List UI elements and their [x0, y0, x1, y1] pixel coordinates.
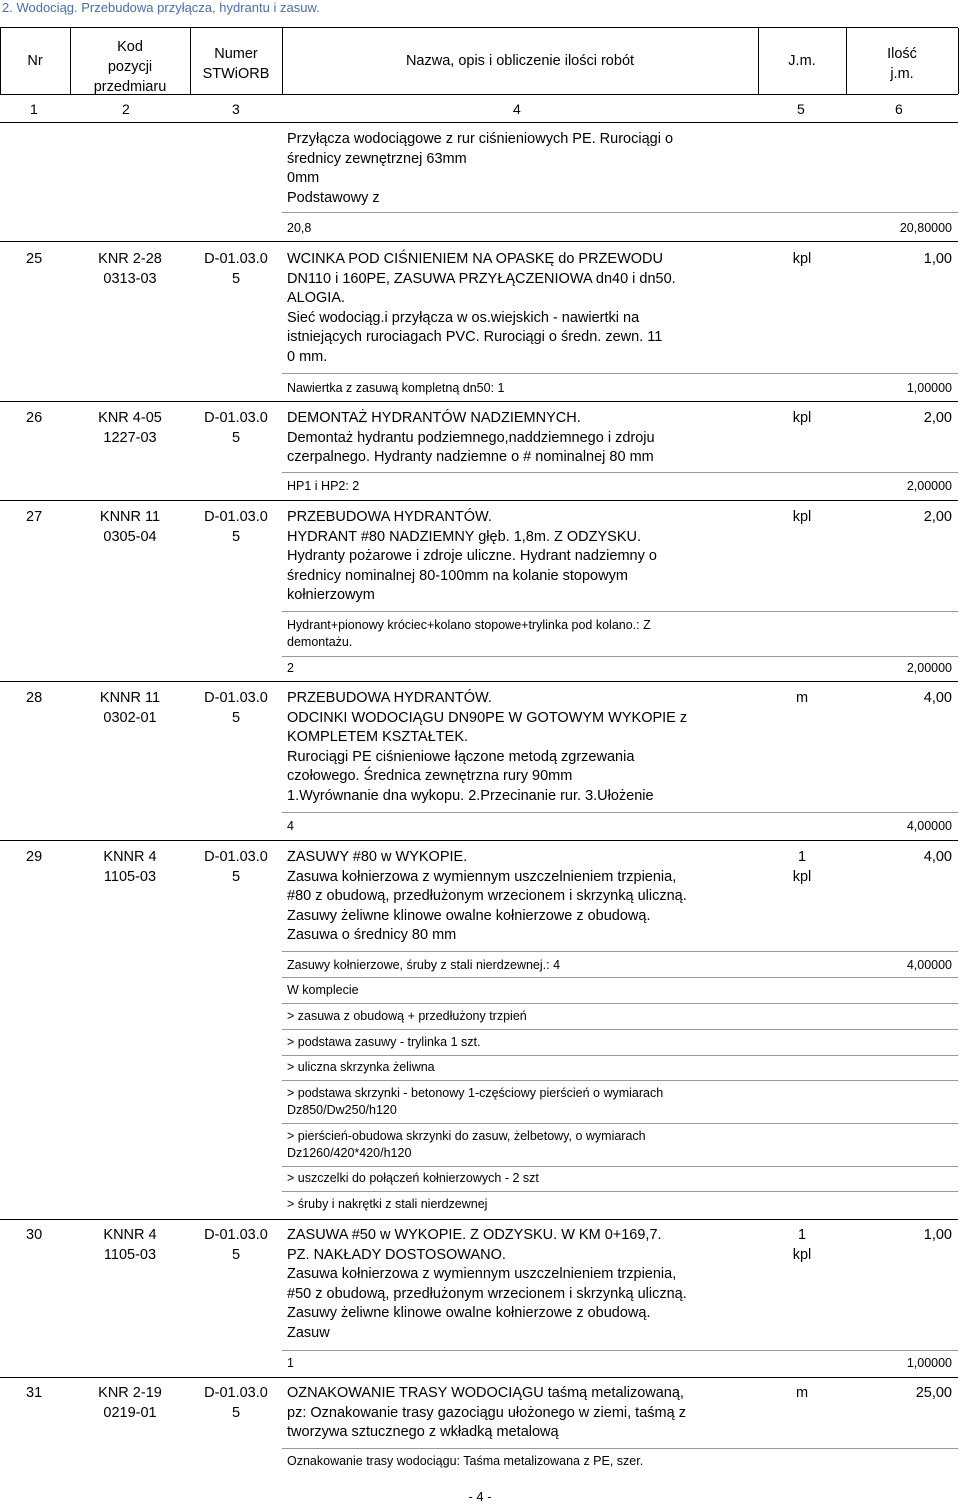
row-29-ilosc: 4,00 [923, 849, 952, 865]
row-26-kod: KNR 4-05 1227-03 [98, 410, 162, 446]
intro-calc-left: 20,8 [287, 221, 312, 235]
row-27-calc-2: 2 [287, 661, 294, 675]
colnum-1: 1 [30, 101, 38, 117]
colnum-5: 5 [797, 101, 805, 117]
row-25-calc-value: 1,00000 [906, 381, 952, 395]
row-27-numer: D-01.03.0 5 [204, 509, 268, 545]
row-30-nr: 30 [26, 1227, 43, 1243]
header-top-border [0, 27, 958, 28]
row-28-jm: m [795, 690, 809, 706]
row-31-jm: m [795, 1385, 809, 1401]
row-27-kod: KNNR 11 0305-04 [99, 509, 161, 545]
row-26-jm: kpl [792, 410, 812, 426]
page-title: 2. Wodociąg. Przebudowa przyłącza, hydrantu i zasuw. [2, 0, 320, 15]
intro-calc-right: 20,80000 [899, 221, 952, 235]
row-30-ilosc: 1,00 [923, 1227, 952, 1243]
row-27-calc-2-value: 2,00000 [906, 661, 952, 675]
row-25-ilosc: 1,00 [923, 251, 952, 267]
row-29-kod: KNNR 4 1105-03 [103, 849, 157, 885]
row-28-kod: KNNR 11 0302-01 [99, 690, 161, 726]
row-30-jm: 1 kpl [792, 1227, 812, 1263]
row-27-nr: 27 [26, 509, 43, 525]
row-29-jm: 1 kpl [792, 849, 812, 885]
colnum-bottom-border [0, 122, 958, 123]
row-27-calc: Hydrant+pionowy króciec+kolano stopowe+trylinka pod kolano.: Z demontażu. [287, 618, 651, 649]
row-29-calc-7: > pierścień-obudowa skrzynki do zasuw, żelbetowy, o wymiarach Dz1260/420*420/h120 [287, 1129, 646, 1160]
row-30-calc-value: 1,00000 [906, 1356, 952, 1370]
colnum-2: 2 [122, 101, 130, 117]
row-27-ilosc: 2,00 [923, 509, 952, 525]
header-ilosc: Ilość j.m. [887, 46, 917, 82]
row-31-kod: KNR 2-19 0219-01 [98, 1385, 162, 1421]
row-26-nr: 26 [26, 410, 43, 426]
row-27-jm: kpl [792, 509, 812, 525]
page-number: - 4 - [468, 1489, 492, 1504]
row-30-desc: ZASUWA #50 w WYKOPIE. Z ODZYSKU. W KM 0+169,7. PZ. NAKŁADY DOSTOSOWANO. Zasuwa kołnierzowa z wymiennym uszczelnieniem trzpienia, #50 z obudową, przedłużonym wrzecionem i skrzynką uliczną. Zasuwy żeliwne klinowe owalne kołnierzowe z obudową. Zasuw [287, 1227, 687, 1341]
row-29-calc-4: > podstawa zasuwy - trylinka 1 szt. [287, 1035, 481, 1049]
row-29-calc-6: > podstawa skrzynki - betonowy 1-częściowy pierścień o wymiarach Dz850/Dw250/h120 [287, 1086, 664, 1117]
row-29-calc-1-value: 4,00000 [906, 958, 952, 972]
row-25-kod: KNR 2-28 0313-03 [98, 251, 162, 287]
row-28-calc-value: 4,00000 [906, 819, 952, 833]
row-31-ilosc: 25,00 [915, 1385, 952, 1401]
row-25-desc: WCINKA POD CIŚNIENIEM NA OPASKĘ do PRZEWODU DN110 i 160PE, ZASUWA PRZYŁĄCZENIOWA dn40 i dn50. ALOGIA. Sieć wodociąg.i przyłącza w os.wiejskich - nawiertki na istniejących rurociagach PVC. Rurociągi o średn. zewn. 11 0 mm. [287, 251, 676, 365]
row-31-calc: Oznakowanie trasy wodociągu: Taśma metalizowana z PE, szer. [287, 1454, 644, 1468]
row-28-numer: D-01.03.0 5 [204, 690, 268, 726]
row-29-desc: ZASUWY #80 w WYKOPIE. Zasuwa kołnierzowa z wymiennym uszczelnieniem trzpienia, #80 z obudową, przedłużonym wrzecionem i skrzynką uliczną. Zasuwy żeliwne klinowe owalne kołnierzowe z obudową. Zasuwa o średnicy 80 mm [287, 849, 687, 943]
row-26-numer: D-01.03.0 5 [204, 410, 268, 446]
row-29-calc-5: > uliczna skrzynka żeliwna [287, 1060, 435, 1074]
header-jm: J.m. [788, 53, 816, 69]
header-nazwa: Nazwa, opis i obliczenie ilości robót [405, 53, 635, 69]
row-25-calc: Nawiertka z zasuwą kompletną dn50: 1 [287, 381, 505, 395]
row-29-numer: D-01.03.0 5 [204, 849, 268, 885]
row-30-numer: D-01.03.0 5 [204, 1227, 268, 1263]
row-29-calc-9: > śruby i nakrętki z stali nierdzewnej [287, 1197, 488, 1211]
row-25-numer: D-01.03.0 5 [204, 251, 268, 287]
row-31-numer: D-01.03.0 5 [204, 1385, 268, 1421]
row-26-ilosc: 2,00 [923, 410, 952, 426]
header-numer: Numer STWiORB [202, 46, 270, 82]
row-25-nr: 25 [26, 251, 43, 267]
row-31-desc: OZNAKOWANIE TRASY WODOCIĄGU taśmą metalizowaną, pz: Oznakowanie trasy gazociągu ułożonego w ziemi, taśmą z tworzywa sztucznego z wkładką metalową [287, 1385, 686, 1440]
colnum-4: 4 [513, 101, 521, 117]
row-30-calc: 1 [287, 1356, 294, 1370]
row-29-calc-8: > uszczelki do połączeń kołnierzowych - 2 szt [287, 1171, 539, 1185]
row-29-nr: 29 [26, 849, 43, 865]
row-31-nr: 31 [26, 1385, 43, 1401]
row-26-calc-value: 2,00000 [906, 479, 952, 493]
row-26-desc: DEMONTAŻ HYDRANTÓW NADZIEMNYCH. Demontaż hydrantu podziemnego,naddziemnego i zdroju czerpalnego. Hydranty nadziemne o # nominalnej 80 mm [287, 410, 655, 465]
row-30-kod: KNNR 4 1105-03 [103, 1227, 157, 1263]
intro-text: Przyłącza wodociągowe z rur ciśnieniowych PE. Rurociągi o średnicy zewnętrznej 63mm 0mm Podstawowy z [287, 131, 674, 206]
colnum-6: 6 [895, 101, 903, 117]
row-26-calc: HP1 i HP2: 2 [287, 479, 360, 493]
row-28-calc: 4 [287, 819, 294, 833]
row-27-desc: PRZEBUDOWA HYDRANTÓW. HYDRANT #80 NADZIEMNY głęb. 1,8m. Z ODZYSKU. Hydranty pożarowe i zdroje uliczne. Hydrant nadziemny o średnicy nominalnej 80-100mm na kolanie stopowym kołnierzowym [287, 509, 657, 603]
colnum-3: 3 [232, 101, 240, 117]
row-28-desc: PRZEBUDOWA HYDRANTÓW. ODCINKI WODOCIĄGU DN90PE W GOTOWYM WYKOPIE z KOMPLETEM KSZTAŁTEK. Rurociągi PE ciśnieniowe łączone metodą zgrzewania czołowego. Średnica zewnętrzna rury 90mm 1.Wyrównanie dna wykopu. 2.Przecinanie rur. 3.Ułożenie [287, 690, 688, 804]
header-nr: Nr [27, 53, 43, 69]
row-28-ilosc: 4,00 [923, 690, 952, 706]
row-25-jm: kpl [792, 251, 812, 267]
row-29-calc-1: Zasuwy kołnierzowe, śruby z stali nierdzewnej.: 4 [287, 958, 561, 972]
row-28-nr: 28 [26, 690, 43, 706]
header-kod: Kod pozycji przedmiaru [93, 39, 167, 95]
row-29-calc-3: > zasuwa z obudową + przedłużony trzpień [287, 1009, 527, 1023]
row-29-calc-2: W komplecie [287, 983, 359, 997]
